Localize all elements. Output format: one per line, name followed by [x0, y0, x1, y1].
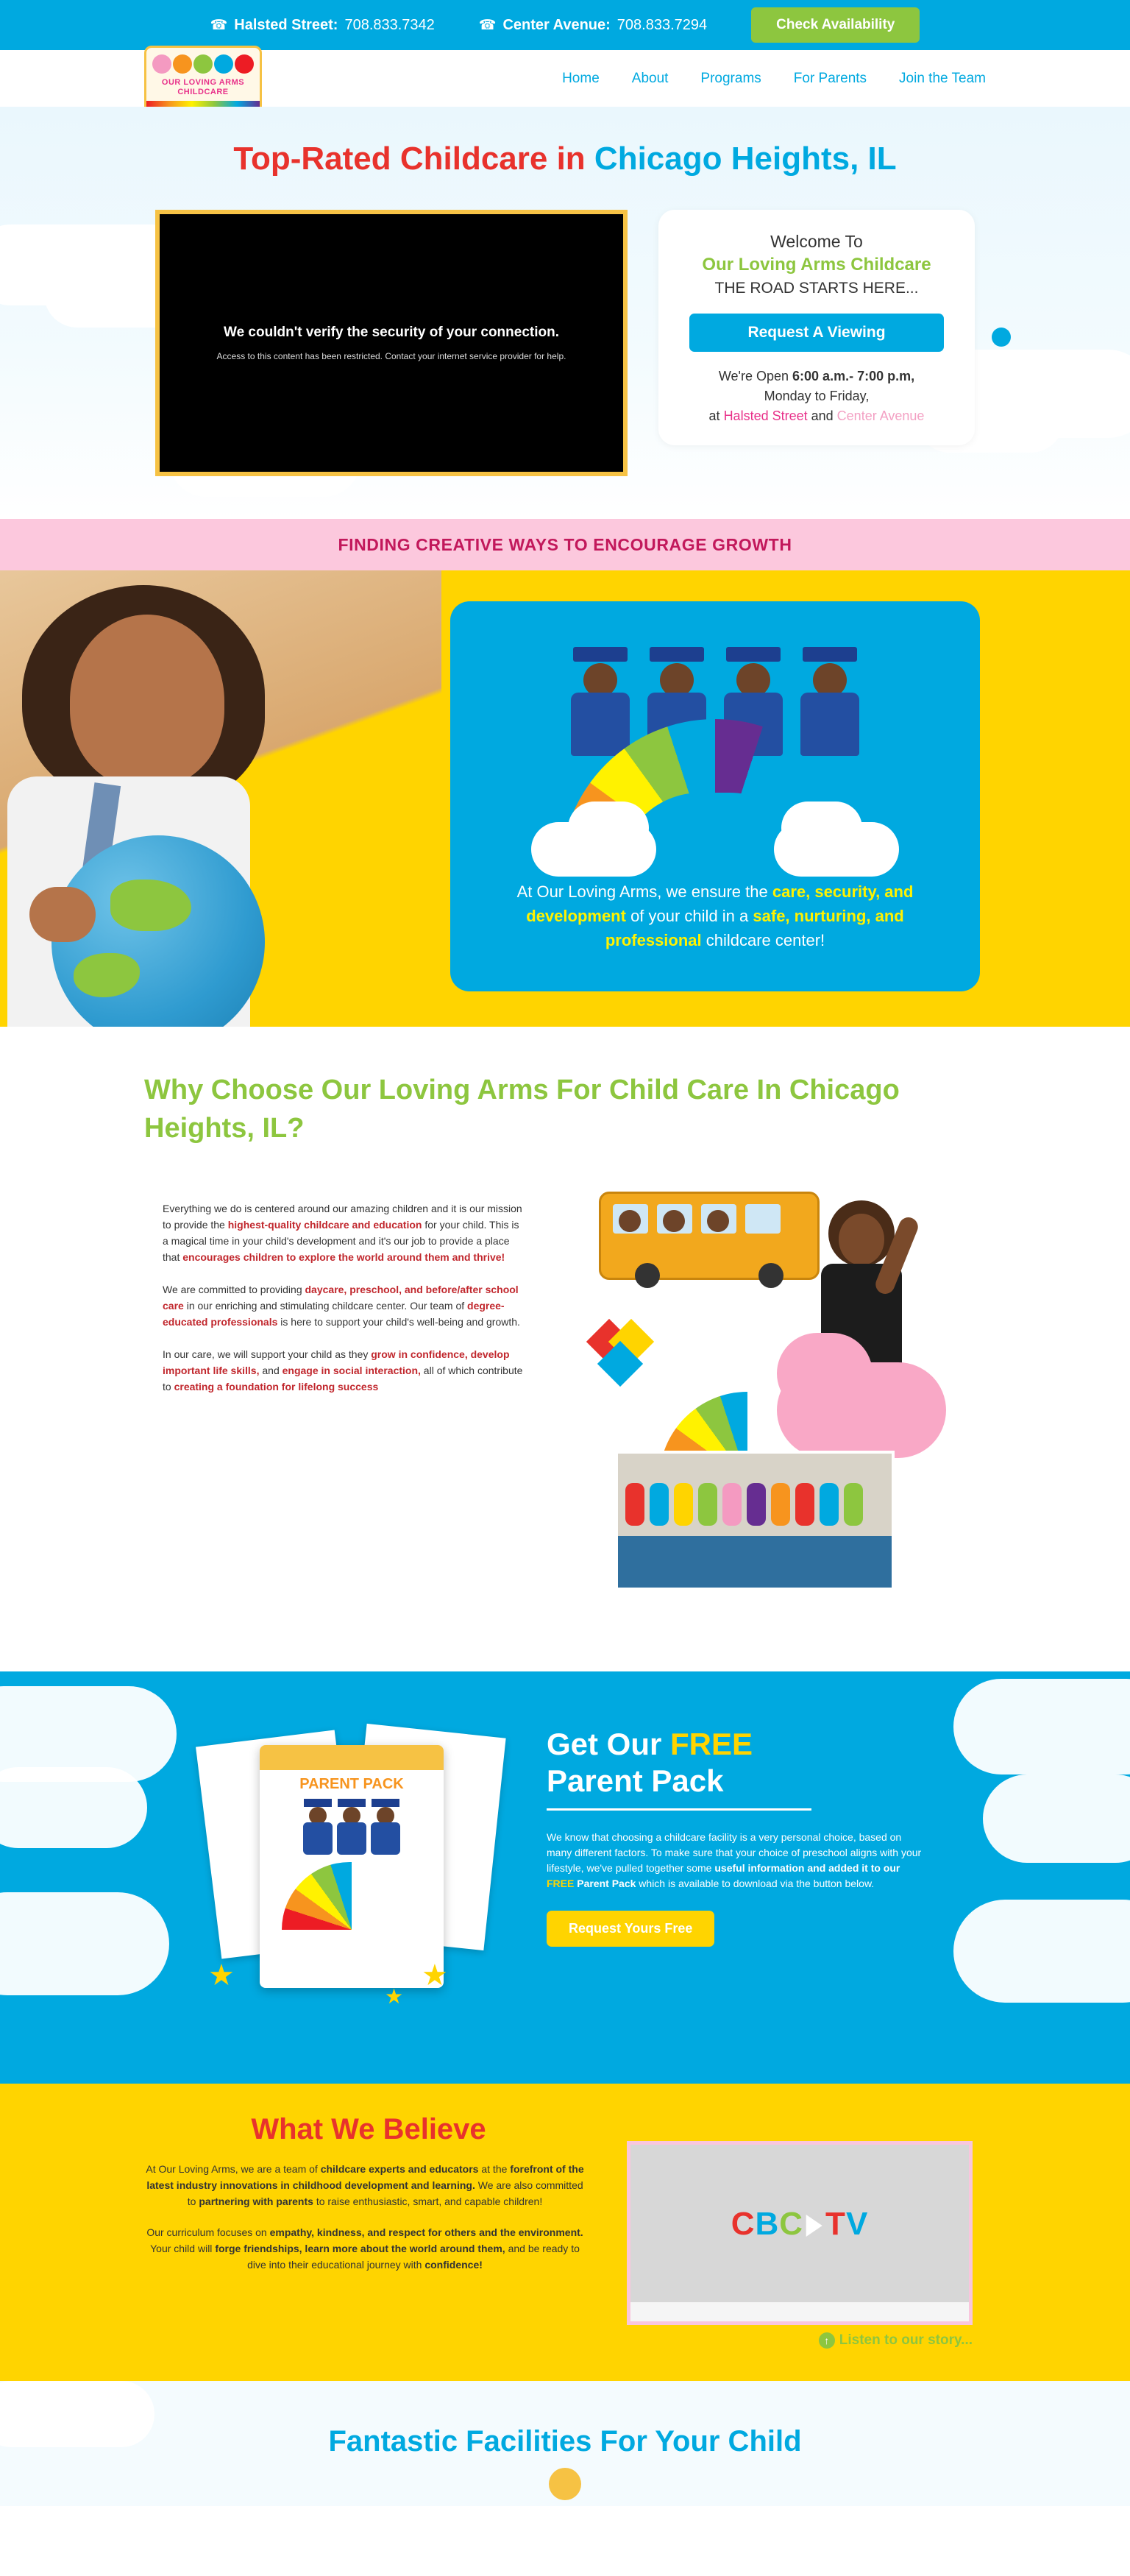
face-shape [70, 615, 224, 788]
cover-header-band [260, 1745, 444, 1770]
bus-child [619, 1210, 641, 1232]
listen-to-story-label [627, 2332, 973, 2349]
believe-p1-c: at the [478, 2163, 511, 2175]
nav-links [562, 71, 986, 87]
why-p2-a: We are committed to providing [163, 1284, 305, 1295]
why-collage-image [571, 1178, 953, 1620]
child-figure [795, 1483, 814, 1526]
mission-text-2: care, security, and development [526, 882, 914, 925]
pack-body-1: We know that choosing a childcare facility is a very personal choice, based on many different factors. To make sure that your choice of preschool aligns with your lifestyle, we've pulled together some [547, 1831, 922, 1874]
hours-value: 6:00 a.m.- 7:00 p.m, [792, 369, 915, 383]
believe-p1-f: partnering with parents [199, 2195, 313, 2207]
pack-title-free: FREE [670, 1727, 753, 1761]
location-prefix: at [708, 408, 724, 423]
why-p3-f: creating a foundation for lifelong success [174, 1381, 379, 1393]
listen-label-text: Listen to our story... [839, 2332, 973, 2349]
graduate-figure [336, 1799, 367, 1855]
graduation-cap-icon [372, 1799, 399, 1807]
phone-center-number[interactable]: 708.833.7294 [616, 16, 708, 33]
believe-p1-e: We are also committed to [187, 2179, 583, 2207]
why-choose-section [0, 1027, 1130, 1671]
classroom-group-photo [615, 1451, 895, 1590]
nav-item-join-the-team[interactable]: Join the Team [899, 70, 986, 86]
parent-pack-cover [260, 1745, 444, 1988]
child-figure [844, 1483, 863, 1526]
believe-p2-b: empathy, kindness, and respect for others and the environment. [269, 2226, 583, 2238]
location-halsted: Halsted Street [723, 408, 808, 423]
growth-banner: FINDING CREATIVE WAYS TO ENCOURAGE GROWTH [0, 519, 1130, 570]
phone-halsted-number[interactable]: 708.833.7342 [344, 16, 435, 33]
pack-body-bold: useful information and added it to our [714, 1862, 900, 1874]
nav-item-for-parents[interactable]: For Parents [793, 70, 867, 86]
welcome-card [658, 210, 975, 445]
why-heading: Why Choose Our Loving Arms For Child Care In Chicago Heights, IL? [144, 1075, 900, 1144]
believe-p2-c: Your child will [150, 2243, 216, 2254]
pack-title-2: Parent Pack [547, 1763, 724, 1798]
why-paragraph-2 [163, 1281, 527, 1330]
graduation-cap-icon [304, 1799, 332, 1807]
why-paragraph-3 [163, 1346, 527, 1395]
star-icon: ★ [422, 1959, 448, 1992]
gown-shape [371, 1822, 400, 1855]
top-contact-bar [0, 0, 1130, 50]
why-p1-b: highest-quality childcare and education [227, 1219, 422, 1231]
graduate-figure [565, 647, 636, 756]
bus-wheel [758, 1263, 783, 1288]
main-navbar [0, 50, 1130, 107]
believe-p1-a: At Our Loving Arms, we are a team of [146, 2163, 321, 2175]
welcome-line-2: Our Loving Arms Childcare [702, 255, 931, 275]
child-figure [820, 1483, 839, 1526]
arrow-up-icon: ↑ [819, 2332, 835, 2349]
what-we-believe-section [0, 2084, 1130, 2381]
logo-text: OUR LOVING ARMS CHILDCARE [161, 78, 245, 96]
nav-item-programs[interactable]: Programs [700, 70, 761, 86]
believe-p2-a: Our curriculum focuses on [146, 2226, 270, 2238]
cover-graduates [260, 1799, 444, 1855]
graduate-figure [795, 647, 865, 756]
parent-pack-text [547, 1716, 929, 2010]
location-mid: and [807, 408, 837, 423]
believe-p1-b: childcare experts and educators [320, 2163, 479, 2175]
pack-body-2: which is available to download via the button below. [636, 1878, 875, 1889]
graduation-cap-icon [573, 647, 628, 662]
phone-halsted-label: Halsted Street: [234, 16, 338, 33]
graduation-cap-icon [338, 1799, 366, 1807]
facilities-section [0, 2381, 1130, 2506]
video-error-subtitle: Access to this content has been restricted. Contact your internet service provider for help. [216, 351, 566, 361]
bus-window [745, 1204, 781, 1234]
check-availability-button[interactable]: Check Availability [751, 7, 920, 43]
classroom-rug [618, 1536, 892, 1588]
believe-p2-f: confidence! [424, 2259, 483, 2271]
why-p2-e: is here to support your child's well-being and growth. [277, 1316, 520, 1328]
video-error-title: We couldn't verify the security of your connection. [223, 325, 560, 340]
logo-faces [146, 48, 260, 74]
location-center: Center Avenue [836, 408, 925, 423]
why-p3-b: grow in confidence, develop important life skills, [163, 1348, 510, 1376]
gown-shape [337, 1822, 366, 1855]
nav-item-home[interactable]: Home [562, 70, 600, 86]
hand-shape [29, 887, 96, 942]
child-figure [698, 1483, 717, 1526]
bus-child [707, 1210, 729, 1232]
child-face-icon [214, 54, 233, 74]
why-p3-a: In our care, we will support your child as they [163, 1348, 372, 1360]
graduate-figure [302, 1799, 333, 1855]
parent-pack-image [201, 1716, 510, 2010]
video-controls-bar[interactable] [630, 2302, 969, 2321]
nav-item-about[interactable]: About [631, 70, 669, 86]
why-text-column [144, 1178, 527, 1411]
pack-body-free: FREE [547, 1878, 575, 1889]
gown-shape [800, 693, 859, 756]
hours-days: Monday to Friday, [764, 389, 870, 403]
why-p2-c: in our enriching and stimulating childcare center. Our team of [183, 1300, 468, 1312]
mission-text-5: childcare center! [701, 931, 825, 949]
believe-p2-e: and be ready to dive into their educational journey with [247, 2243, 580, 2271]
welcome-line-1: Welcome To [770, 232, 863, 251]
child-figure [650, 1483, 669, 1526]
child-face-icon [193, 54, 213, 74]
circle-decoration [549, 2468, 581, 2500]
parent-pack-body [547, 1830, 929, 1892]
graduation-cap-icon [726, 647, 781, 662]
opening-hours [678, 367, 956, 426]
believe-heading: What We Believe [251, 2113, 486, 2145]
request-viewing-button[interactable]: Request A Viewing [689, 314, 944, 352]
children-row [625, 1483, 863, 1526]
mission-text-3: of your child in a [625, 907, 753, 925]
why-p3-e: all of which contribute to [163, 1365, 523, 1393]
divider [547, 1808, 811, 1811]
star-icon: ★ [208, 1959, 235, 1992]
why-paragraph-1 [163, 1200, 527, 1265]
why-p2-b: daycare, preschool, and before/after school care [163, 1284, 519, 1312]
rainbow-icon [282, 1862, 422, 1930]
hours-prefix: We're Open [718, 369, 793, 383]
mission-statement [480, 880, 950, 952]
believe-p1-d: forefront of the latest industry innovations in childhood development and learning. [146, 2163, 584, 2191]
hero-title-part2: Chicago Heights, IL [594, 141, 897, 177]
parent-pack-heading [547, 1726, 929, 1800]
graduation-cap-icon [803, 647, 857, 662]
why-p3-c: and [259, 1365, 282, 1376]
cloud-decoration [568, 802, 649, 854]
graduate-figure [370, 1799, 401, 1855]
child-face-icon [173, 54, 192, 74]
child-figure [674, 1483, 693, 1526]
believe-p1-g: to raise enthusiastic, smart, and capable children! [313, 2195, 543, 2207]
hero-video-player[interactable] [155, 210, 628, 476]
kite-icon [593, 1326, 659, 1392]
story-video-player[interactable] [627, 2141, 973, 2325]
pack-title-1: Get Our [547, 1727, 671, 1761]
believe-p2-d: forge friendships, learn more about the world around them, [215, 2243, 505, 2254]
mission-text-4: safe, nurturing, and professional [605, 907, 904, 949]
believe-paragraph-1 [144, 2161, 586, 2209]
hero-section [0, 107, 1130, 519]
gown-shape [571, 693, 630, 756]
phone-center[interactable] [479, 17, 707, 34]
play-icon [806, 2215, 822, 2237]
request-parent-pack-button[interactable]: Request Yours Free [547, 1911, 714, 1947]
mission-text-1: At Our Loving Arms, we ensure the [516, 882, 772, 901]
graduation-cap-icon [650, 647, 704, 662]
cloud-decoration [781, 802, 862, 854]
child-figure [771, 1483, 790, 1526]
hero-title-part1: Top-Rated Childcare in [233, 141, 594, 177]
phone-center-label: Center Avenue: [502, 16, 611, 33]
child-face-icon [235, 54, 254, 74]
cbc-tv-logo: CBC TV [731, 2206, 869, 2242]
mission-blue-card [450, 601, 980, 991]
child-face-icon [152, 54, 171, 74]
why-p2-d: degree-educated professionals [163, 1300, 505, 1328]
bus-child [663, 1210, 685, 1232]
bus-wheel [635, 1263, 660, 1288]
child-figure [722, 1483, 742, 1526]
child-figure [747, 1483, 766, 1526]
yellow-feature-section [0, 570, 1130, 1027]
face-shape [839, 1214, 884, 1265]
pack-body-bold2: Parent Pack [574, 1878, 636, 1889]
welcome-line-3: THE ROAD STARTS HERE... [714, 280, 919, 297]
facilities-heading: Fantastic Facilities For Your Child [328, 2425, 802, 2458]
believe-text [144, 2161, 586, 2273]
cloud-decoration [0, 2381, 154, 2447]
why-p1-a: Everything we do is centered around our amazing children and it is our mission to provide the [163, 1203, 522, 1231]
page-title [0, 141, 1130, 177]
phone-icon: ☎ [478, 17, 497, 33]
gown-shape [303, 1822, 333, 1855]
why-p3-d: engage in social interaction, [282, 1365, 421, 1376]
phone-icon: ☎ [210, 17, 228, 33]
star-icon: ★ [385, 1985, 404, 2008]
believe-paragraph-2 [144, 2224, 586, 2273]
girl-with-globe-photo [0, 570, 441, 1027]
child-figure [625, 1483, 644, 1526]
why-p1-c: for your child. This is a magical time in your child's development and it's our job to provide a place that [163, 1219, 519, 1263]
phone-halsted[interactable] [210, 17, 435, 34]
pink-cloud-decoration [777, 1333, 873, 1414]
why-p1-d: encourages children to explore the world around them and thrive! [182, 1251, 505, 1263]
parent-pack-cover-title: PARENT PACK [299, 1776, 404, 1792]
parent-pack-section [0, 1671, 1130, 2084]
